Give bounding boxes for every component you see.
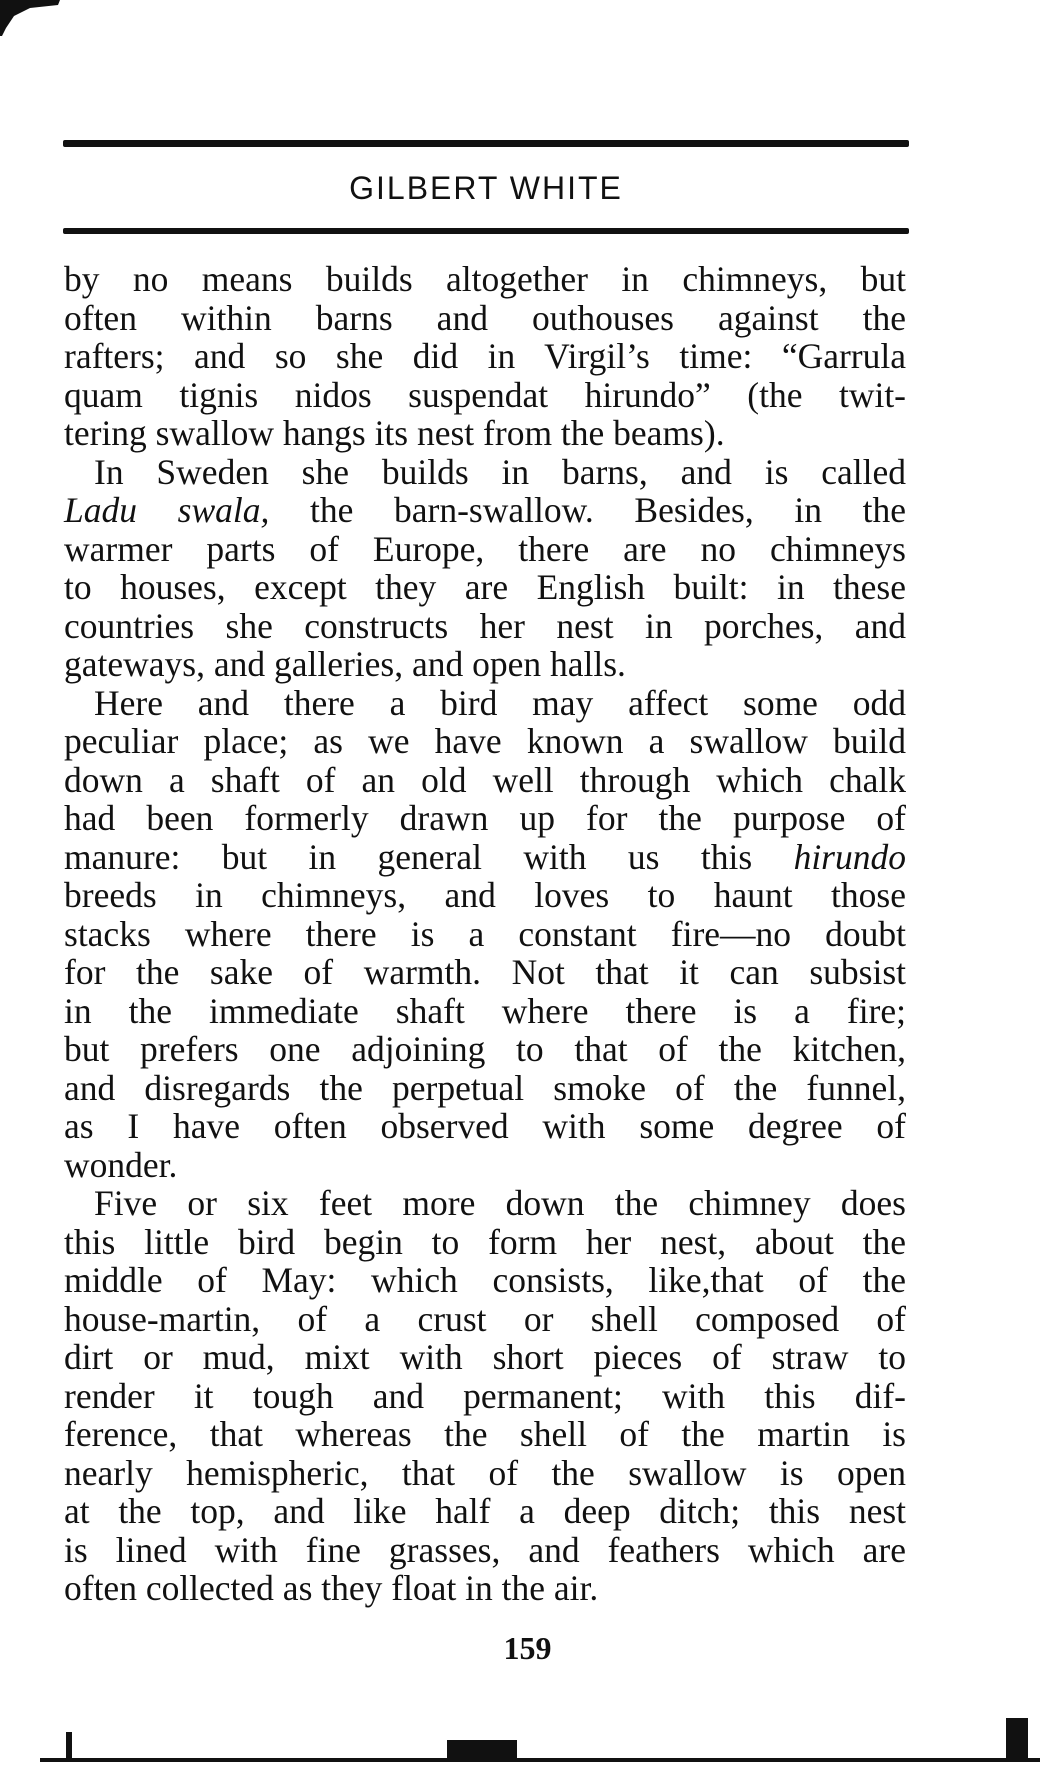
text-line <box>64 1223 906 1262</box>
text-line <box>64 453 906 492</box>
line-text: peculiar place; as we have known a swallow build <box>64 721 906 761</box>
text-line <box>64 1069 906 1108</box>
text-line <box>64 376 906 415</box>
text-line <box>64 722 906 761</box>
line-text: dirt or mud, mixt with short pieces of straw to <box>64 1337 906 1377</box>
line-text: Here and there a bird may affect some odd <box>94 682 906 723</box>
line-text: In Sweden she builds in barns, and is called <box>94 451 906 492</box>
line-text: middle of May: which consists, like,that of the <box>64 1260 906 1300</box>
text-line <box>64 607 906 646</box>
line-text: stacks where there is a constant fire—no doubt <box>64 913 906 954</box>
text-line <box>64 838 906 877</box>
text-line <box>64 299 906 338</box>
line-text: down a shaft of an old well through which chalk <box>64 759 906 800</box>
text-line <box>64 1415 906 1454</box>
header-bottom-rule <box>63 228 909 234</box>
line-text: the barn-swallow. Besides, in the <box>269 490 906 530</box>
text-line <box>64 260 906 299</box>
line-text: warmer parts of Europe, there are no chimneys <box>64 528 906 569</box>
line-text: render it tough and permanent; with this dif- <box>64 1375 906 1416</box>
line-text: quam tignis nidos suspendat hirundo” (the twit- <box>64 374 906 415</box>
text-line <box>64 1377 906 1416</box>
line-text: had been formerly drawn up for the purpose of <box>64 798 906 838</box>
line-text: nearly hemispheric, that of the swallow is open <box>64 1452 906 1493</box>
text-line <box>64 761 906 800</box>
line-text: for the sake of warmth. Not that it can subsist <box>64 952 906 992</box>
text-line <box>64 1261 906 1300</box>
line-text: but prefers one adjoining to that of the kitchen, <box>64 1029 906 1069</box>
text-line <box>64 1492 906 1531</box>
line-text: tering swallow hangs its nest from the beams). <box>64 413 725 453</box>
page-number: 159 <box>503 1630 552 1666</box>
line-text: house-martin, of a crust or shell composed of <box>64 1298 906 1339</box>
line-text: Five or six feet more down the chimney does <box>94 1183 906 1223</box>
text-line <box>64 1569 906 1608</box>
text-line <box>64 414 906 453</box>
line-text: often collected as they float in the air. <box>64 1568 599 1608</box>
text-line <box>64 1454 906 1493</box>
text-line <box>64 1107 906 1146</box>
line-text: rafters; and so she did in Virgil’s time: “Garrula <box>64 336 906 376</box>
text-line <box>64 337 906 376</box>
text-line <box>64 530 906 569</box>
header-top-rule <box>63 140 909 147</box>
text-line <box>64 915 906 954</box>
line-text: by no means builds altogether in chimneys, but <box>64 259 906 299</box>
text-line <box>64 876 906 915</box>
text-line <box>64 953 906 992</box>
line-text: as I have often observed with some degree of <box>64 1106 906 1146</box>
line-text: this little bird begin to form her nest, about the <box>64 1221 906 1262</box>
text-line <box>64 1338 906 1377</box>
page-bottom-rule <box>40 1758 1040 1762</box>
line-text: gateways, and galleries, and open halls. <box>64 644 626 684</box>
text-line <box>64 568 906 607</box>
line-text: is lined with fine grasses, and feathers which are <box>64 1529 906 1570</box>
text-line <box>64 1146 906 1185</box>
line-text: wonder. <box>64 1144 178 1185</box>
text-line <box>64 992 906 1031</box>
line-text: and disregards the perpetual smoke of the funnel, <box>64 1067 906 1108</box>
printer-mark-center <box>447 1740 517 1758</box>
line-text: in the immediate shaft where there is a fire; <box>64 990 906 1031</box>
text-line <box>64 491 906 530</box>
line-text: breeds in chimneys, and loves to haunt those <box>64 875 906 915</box>
text-line <box>64 645 906 684</box>
line-text: manure: but in general with us this <box>64 836 794 877</box>
printer-mark-left <box>66 1732 72 1758</box>
text-line <box>64 799 906 838</box>
line-text: countries she constructs her nest in porches, and <box>64 605 906 646</box>
line-text: at the top, and like half a deep ditch; this nest <box>64 1491 906 1531</box>
text-line <box>64 1184 906 1223</box>
text-line <box>64 1300 906 1339</box>
text-line <box>64 1531 906 1570</box>
line-text: to houses, except they are English built: in these <box>64 567 906 607</box>
text-line <box>64 684 906 723</box>
text-line <box>64 1030 906 1069</box>
line-text: ference, that whereas the shell of the martin is <box>64 1414 906 1454</box>
page-corner-mark <box>0 0 60 36</box>
italic-text: hirundo <box>793 836 906 877</box>
body-text <box>64 260 906 1608</box>
printer-mark-right <box>1006 1718 1028 1762</box>
italic-text: Ladu swala, <box>64 490 270 530</box>
running-head: GILBERT WHITE <box>349 170 623 206</box>
line-text: often within barns and outhouses against the <box>64 297 906 338</box>
